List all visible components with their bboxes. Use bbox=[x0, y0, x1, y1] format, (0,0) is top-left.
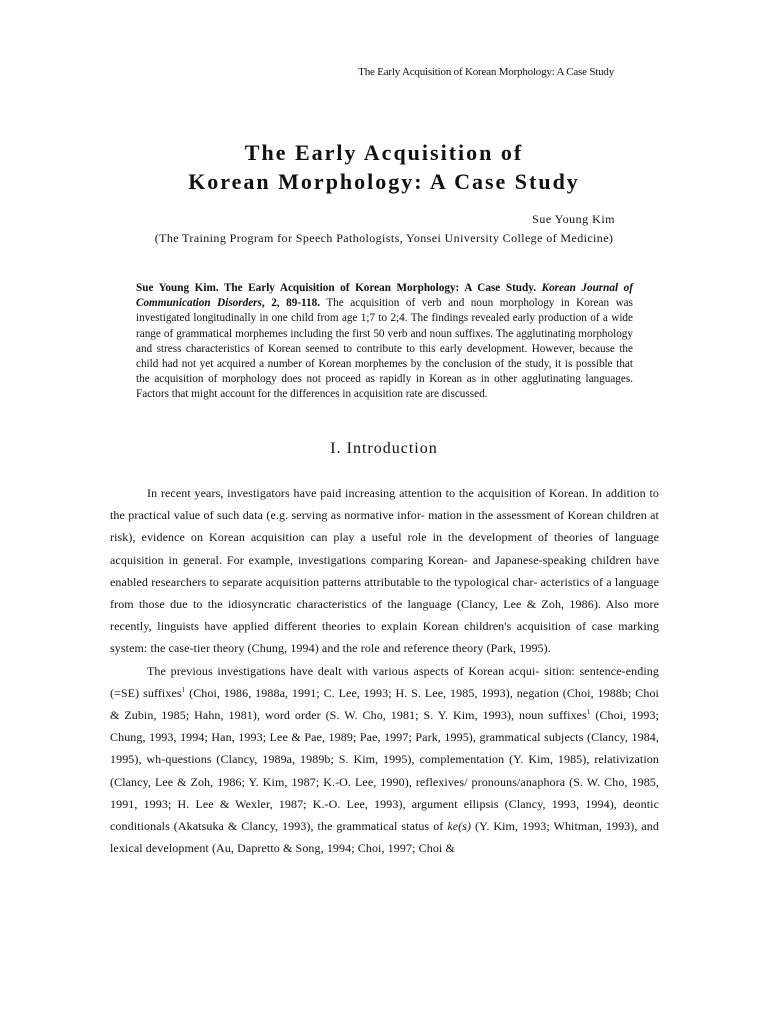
paragraph-text: The previous investigations have dealt with various aspects of Korean acqui- sition: sentence-ending (=SE) suffixes bbox=[110, 663, 659, 700]
paper-title-line-2: Korean Morphology: A Case Study bbox=[188, 169, 580, 194]
paragraph-text: (Choi, 1993; Chung, 1993, 1994; Han, 1993; Lee & Pae, 1989; Pae, 1997; Park, 1995), grammatical subjects (Clancy, 1984, 1995), wh-questions (Clancy, 1989a, 1989b; S. Kim, 1995), complementation (Y. Kim, 1985), relativization (Clancy, Lee & Zoh, 1986; Y. Kim, 1987; K.-O. Lee, 1990), reflexives/ pronouns/anaphora (S. W. Cho, 1985, 1991, 1993; H. Lee & Wexler, 1987; K.-O. Lee, 1993), argument ellipsis (Clancy, 1993, 1994), deontic conditionals (Akatsuka & Clancy, 1993), the grammatical status of bbox=[110, 708, 659, 834]
abstract bbox=[136, 281, 633, 403]
author-affiliation: (The Training Program for Speech Pathologists, Yonsei University College of Medicine) bbox=[154, 231, 614, 245]
paragraph: In recent years, investigators have paid increasing attention to the acquisition of Korean. In addition to the practical value of such data (e.g. serving as normative infor- mation in the assessment of Korean children at risk), evidence on Korean acquisition can play a useful role in the development of theories of language acquisition in general. For example, investigations comparing Korean- and Japanese-speaking children have enabled researchers to separate acquisition patterns attributable to the typological char- acteristics of a language from those due to the idiosyncratic characteristics of the language (Clancy, Lee & Zoh, 1986). Also more recently, linguists have applied different theories to explain Korean children's acquisition of case marking system: the case-tier theory (Chung, 1994) and the role and reference theory (Park, 1995). bbox=[110, 486, 659, 656]
abstract-text: The acquisition of verb and noun morphology in Korean was investigated longitudinally in one child from age 1;7 to 2;4. The findings revealed early production of a wide range of grammatical morphemes including the first 50 verb and noun suffixes. The agglutinating morphology and stress characteristics of Korean seemed to contribute to this early development. However, because the child had not yet acquired a number of Korean morphemes by the conclusion of the study, it is possible that the acquisition of morphology does not proceed as rapidly in Korean as in other agglutinating languages. Factors that might account for the differences in acquisition rate are discussed. bbox=[136, 297, 633, 401]
footnote-marker: 1 bbox=[181, 685, 186, 694]
paragraph bbox=[110, 660, 659, 860]
abstract-citation: Sue Young Kim. The Early Acquisition of Korean Morphology: A Case Study. bbox=[136, 282, 537, 294]
section-heading: I. Introduction bbox=[330, 440, 438, 457]
paragraph-text: (Y. Kim, 1993; Whitman, 1993), and lexical development (Au, Dapretto & Song, 1994; Choi, 1997; Choi & bbox=[110, 819, 660, 856]
body-text bbox=[110, 482, 659, 859]
paper-title-line-1: The Early Acquisition of bbox=[244, 140, 524, 165]
running-header: The Early Acquisition of Korean Morphology: A Case Study bbox=[358, 66, 614, 78]
paper-title bbox=[0, 138, 768, 196]
paragraph-text: (Choi, 1986, 1988a, 1991; C. Lee, 1993; H. S. Lee, 1985, 1993), negation (Choi, 1988b; Choi & Zubin, 1985; Hahn, 1981), word order (S. W. Cho, 1981; S. Y. Kim, 1993), noun suffixes bbox=[110, 685, 659, 723]
author-name: Sue Young Kim bbox=[532, 212, 615, 226]
abstract-journal: Korean Journal of Communication Disorders bbox=[136, 282, 633, 310]
footnote-marker: 1 bbox=[586, 708, 591, 717]
abstract-volume-pages: , 2, 89-118. bbox=[261, 297, 321, 310]
italic-term: ke(s) bbox=[447, 819, 472, 834]
